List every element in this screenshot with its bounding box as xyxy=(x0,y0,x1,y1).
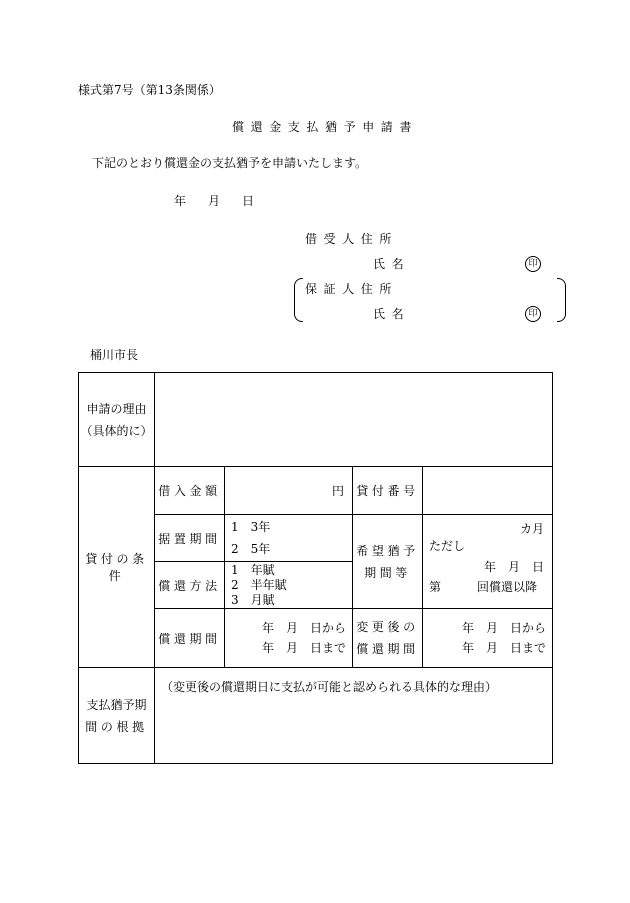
document-title: 償還金支払猶予申請書 xyxy=(232,120,419,134)
loan-amount-row xyxy=(79,467,553,515)
conditions-label: 貸付の条件 xyxy=(79,467,155,668)
date-year: 年 xyxy=(174,194,187,208)
loan-number-cell[interactable] xyxy=(423,467,553,515)
basis-label-1: 支払猶予期 xyxy=(86,697,147,712)
repayment-option-1: 1 年賦 xyxy=(231,562,275,577)
repayment-option-3: 3 月賦 xyxy=(231,592,275,607)
loan-number-label: 貸付番号 xyxy=(353,467,423,515)
repayment-period-label: 償還期間 xyxy=(155,609,225,668)
reason-label: 申請の理由 xyxy=(86,401,147,416)
yen-unit: 円 xyxy=(331,484,344,498)
basis-input-cell[interactable] xyxy=(155,668,553,764)
loan-amount-cell[interactable] xyxy=(225,467,353,515)
changed-period-label xyxy=(353,609,423,668)
intro-text: 下記のとおり償還金の支払猶予を申請いたします。 xyxy=(92,156,368,170)
borrower-address-label: 借受人住所 xyxy=(305,232,399,246)
changed-period-cell[interactable] xyxy=(423,609,553,668)
deferment-option-2: 2 5年 xyxy=(231,542,271,556)
changed-period-from: 年 月 日から xyxy=(461,621,546,635)
form-number: 様式第7号（第13条関係） xyxy=(78,83,221,97)
reason-label-sub: （具体的に） xyxy=(80,423,153,438)
borrower-name-label: 氏名 xyxy=(373,257,411,271)
guarantor-address-label: 保証人住所 xyxy=(305,282,399,296)
desired-deferment-label xyxy=(353,515,423,609)
addressee: 桶川市長 xyxy=(90,348,139,362)
borrower-seal-icon: 印 xyxy=(525,256,541,272)
repayment-period-to: 年 月 日まで xyxy=(261,641,346,655)
repayment-period-from: 年 月 日から xyxy=(261,621,346,635)
deferment-period-label: 据置期間 xyxy=(155,515,225,562)
repayment-method-label: 償還方法 xyxy=(155,562,225,609)
changed-period-label-2: 償還期間 xyxy=(356,642,419,656)
basis-label-2: 間の根拠 xyxy=(85,719,148,734)
desired-deferment-label-2: 期間等 xyxy=(364,565,411,580)
basis-row xyxy=(79,668,553,764)
repayment-option-2: 2 半年賦 xyxy=(231,577,287,592)
guarantor-name-label: 氏名 xyxy=(373,307,411,321)
desired-months: カ月 xyxy=(519,522,544,536)
application-table xyxy=(78,372,553,764)
however-text: ただし xyxy=(429,539,466,553)
date-month: 月 xyxy=(208,194,221,208)
left-bracket-icon xyxy=(294,278,303,322)
from-installment: 第 回償還以降 xyxy=(429,580,538,594)
deferment-options[interactable] xyxy=(225,515,353,562)
reason-row xyxy=(79,373,553,467)
right-bracket-icon xyxy=(557,278,566,322)
guarantor-seal-icon: 印 xyxy=(525,306,541,322)
basis-note: （変更後の償還期日に支払が可能と認められる具体的な理由） xyxy=(161,680,498,694)
changed-period-to: 年 月 日まで xyxy=(461,641,546,655)
loan-amount-label: 借入金額 xyxy=(155,467,225,515)
basis-label-cell xyxy=(79,668,155,764)
repayment-period-cell[interactable] xyxy=(225,609,353,668)
date-day: 日 xyxy=(242,194,255,208)
repayment-options[interactable] xyxy=(225,562,353,609)
deferment-ymd: 年 月 日 xyxy=(483,560,544,574)
reason-input-cell[interactable] xyxy=(155,373,553,467)
reason-label-cell xyxy=(79,373,155,467)
desired-deferment-cell[interactable] xyxy=(423,515,553,609)
changed-period-label-1: 変更後の xyxy=(356,620,419,634)
deferment-option-1: 1 3年 xyxy=(231,520,271,534)
desired-deferment-label-1: 希望猶予 xyxy=(356,543,419,558)
